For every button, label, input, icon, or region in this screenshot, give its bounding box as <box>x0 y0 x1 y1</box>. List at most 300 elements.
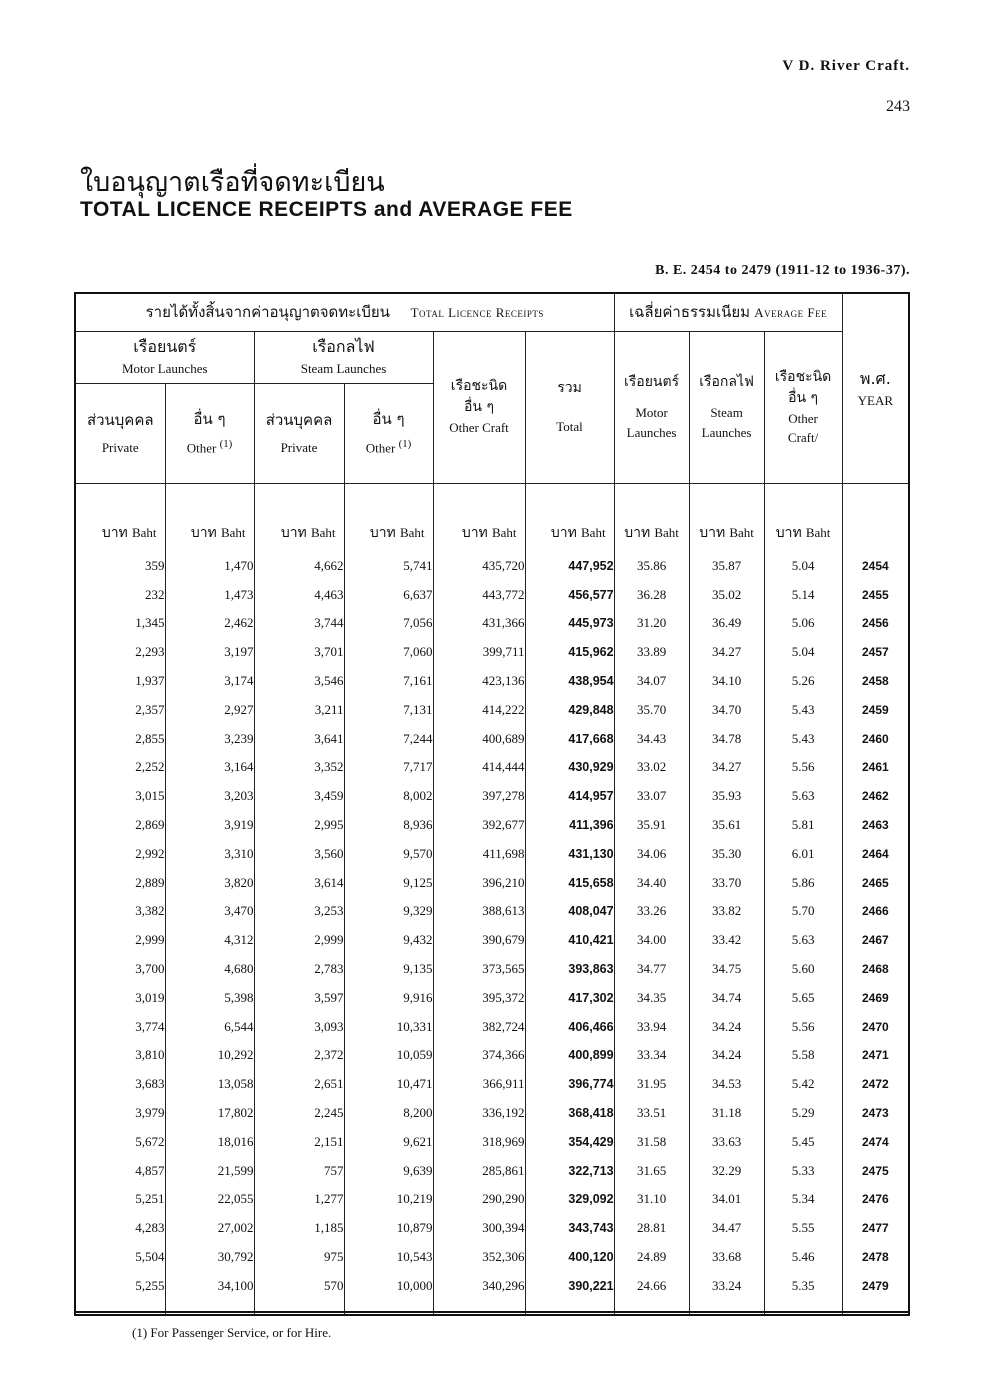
motor-launches-header <box>75 331 254 383</box>
cell-motor-other: 3,310 <box>165 839 254 868</box>
cell-year: 2476 <box>842 1185 909 1214</box>
cell-motor-other: 17,802 <box>165 1099 254 1128</box>
cell-steam-other: 8,936 <box>344 811 433 840</box>
cell-avg-other: 5.63 <box>764 782 842 811</box>
cell-avg-motor: 35.86 <box>614 552 689 581</box>
cell-total: 417,668 <box>525 724 614 753</box>
cell-avg-steam: 34.53 <box>689 1070 764 1099</box>
cell-other-craft: 431,366 <box>433 609 525 638</box>
group-header-total-thai: รายได้ทั้งสิ้นจากค่าอนุญาตจดทะเบียน <box>145 303 390 322</box>
cell-avg-steam: 34.70 <box>689 695 764 724</box>
other-craft-thai-1: เรือชะนิด <box>450 378 508 395</box>
cell-total: 396,774 <box>525 1070 614 1099</box>
cell-other-craft: 300,394 <box>433 1214 525 1243</box>
cell-year: 2465 <box>842 868 909 897</box>
cell-total: 431,130 <box>525 839 614 868</box>
cell-steam-private: 2,651 <box>254 1070 344 1099</box>
cell-avg-other: 5.58 <box>764 1041 842 1070</box>
cell-steam-private: 3,641 <box>254 724 344 753</box>
group-header-avg-en: Average Fee <box>754 305 828 321</box>
cell-steam-private: 975 <box>254 1243 344 1272</box>
cell-other-craft: 400,689 <box>433 724 525 753</box>
cell-steam-other: 7,060 <box>344 638 433 667</box>
cell-avg-other: 5.56 <box>764 1012 842 1041</box>
cell-avg-steam: 34.47 <box>689 1214 764 1243</box>
cell-avg-other: 5.81 <box>764 811 842 840</box>
cell-motor-private: 2,357 <box>135 701 165 717</box>
motor-header-en: Motor Launches <box>121 361 208 377</box>
cell-motor-other: 1,470 <box>165 552 254 581</box>
avg-other-header <box>764 331 842 483</box>
cell-steam-other: 5,741 <box>344 552 433 581</box>
cell-steam-private: 4,463 <box>254 580 344 609</box>
cell-steam-other: 7,161 <box>344 667 433 696</box>
table-row <box>75 1012 909 1041</box>
cell-total: 445,973 <box>525 609 614 638</box>
year-range: B. E. 2454 to 2479 (1911-12 to 1936-37). <box>655 263 910 278</box>
table-row <box>75 753 909 782</box>
unit-label: บาท Baht <box>344 483 433 552</box>
cell-total: 406,466 <box>525 1012 614 1041</box>
cell-avg-motor: 31.58 <box>614 1127 689 1156</box>
cell-avg-steam: 32.29 <box>689 1156 764 1185</box>
cell-avg-steam: 34.24 <box>689 1012 764 1041</box>
cell-steam-other: 9,329 <box>344 897 433 926</box>
cell-other-craft: 414,222 <box>433 695 525 724</box>
table-row <box>75 1185 909 1214</box>
cell-other-craft: 396,210 <box>433 868 525 897</box>
footnote: (1) For Passenger Service, or for Hire. <box>132 1325 332 1340</box>
cell-year: 2458 <box>842 667 909 696</box>
cell-motor-other: 3,164 <box>165 753 254 782</box>
cell-total: 447,952 <box>525 552 614 581</box>
cell-steam-other: 9,621 <box>344 1127 433 1156</box>
cell-avg-steam: 33.42 <box>689 926 764 955</box>
cell-avg-motor: 31.10 <box>614 1185 689 1214</box>
cell-steam-private: 3,352 <box>254 753 344 782</box>
cell-other-craft: 397,278 <box>433 782 525 811</box>
cell-steam-other: 7,131 <box>344 695 433 724</box>
cell-motor-private: 4,283 <box>135 1220 165 1236</box>
cell-motor-private: 5,504 <box>135 1249 165 1265</box>
page-title-thai: ใบอนุญาตเรือที่จดทะเบียน <box>80 167 385 198</box>
avg-other-en-1: Other <box>788 410 818 426</box>
cell-other-craft: 423,136 <box>433 667 525 696</box>
avg-steam-header <box>689 331 764 483</box>
cell-steam-private: 3,546 <box>254 667 344 696</box>
cell-motor-other: 1,473 <box>165 580 254 609</box>
cell-year: 2475 <box>842 1156 909 1185</box>
unit-label-empty <box>842 483 909 552</box>
steam-private-en: Private <box>280 439 318 455</box>
cell-motor-private: 4,857 <box>135 1162 165 1178</box>
cell-total: 438,954 <box>525 667 614 696</box>
avg-steam-en-1: Steam <box>710 405 743 420</box>
cell-avg-motor: 33.26 <box>614 897 689 926</box>
cell-motor-other: 4,680 <box>165 955 254 984</box>
cell-steam-private: 2,999 <box>254 926 344 955</box>
cell-avg-other: 5.04 <box>764 552 842 581</box>
cell-motor-other: 3,820 <box>165 868 254 897</box>
avg-steam-en-2: Launches <box>701 424 752 440</box>
cell-motor-private: 3,700 <box>135 961 165 977</box>
cell-motor-private: 2,855 <box>135 730 165 746</box>
cell-avg-steam: 33.68 <box>689 1243 764 1272</box>
cell-total: 400,120 <box>525 1243 614 1272</box>
motor-private-header <box>75 383 165 483</box>
table-row <box>75 724 909 753</box>
cell-other-craft: 435,720 <box>433 552 525 581</box>
cell-year: 2479 <box>842 1271 909 1300</box>
cell-motor-other: 2,927 <box>165 695 254 724</box>
cell-total: 456,577 <box>525 580 614 609</box>
cell-year: 2456 <box>842 609 909 638</box>
cell-avg-motor: 34.00 <box>614 926 689 955</box>
cell-avg-other: 5.35 <box>764 1271 842 1300</box>
table-row <box>75 1041 909 1070</box>
cell-steam-private: 3,211 <box>254 695 344 724</box>
cell-total: 410,421 <box>525 926 614 955</box>
cell-year: 2474 <box>842 1127 909 1156</box>
cell-avg-other: 6.01 <box>764 839 842 868</box>
cell-steam-other: 10,543 <box>344 1243 433 1272</box>
cell-steam-private: 3,093 <box>254 1012 344 1041</box>
cell-avg-other: 5.46 <box>764 1243 842 1272</box>
cell-total: 417,302 <box>525 983 614 1012</box>
cell-total: 415,658 <box>525 868 614 897</box>
total-header-en: Total <box>556 418 583 434</box>
cell-motor-private: 1,345 <box>135 615 165 631</box>
cell-avg-steam: 34.24 <box>689 1041 764 1070</box>
cell-avg-other: 5.26 <box>764 667 842 696</box>
cell-year: 2464 <box>842 839 909 868</box>
cell-avg-steam: 35.87 <box>689 552 764 581</box>
cell-motor-other: 5,398 <box>165 983 254 1012</box>
table-row <box>75 667 909 696</box>
avg-motor-en-2: Launches <box>626 424 677 440</box>
cell-avg-steam: 31.18 <box>689 1099 764 1128</box>
table-row <box>75 552 909 581</box>
cell-avg-motor: 33.34 <box>614 1041 689 1070</box>
cell-motor-other: 18,016 <box>165 1127 254 1156</box>
cell-avg-steam: 33.24 <box>689 1271 764 1300</box>
cell-avg-other: 5.43 <box>764 695 842 724</box>
table-row <box>75 955 909 984</box>
total-header-thai: รวม <box>557 379 582 396</box>
cell-total: 390,221 <box>525 1271 614 1300</box>
cell-motor-other: 3,919 <box>165 811 254 840</box>
cell-avg-motor: 34.40 <box>614 868 689 897</box>
cell-steam-private: 2,372 <box>254 1041 344 1070</box>
cell-avg-other: 5.34 <box>764 1185 842 1214</box>
cell-avg-other: 5.33 <box>764 1156 842 1185</box>
cell-avg-motor: 33.89 <box>614 638 689 667</box>
cell-other-craft: 390,679 <box>433 926 525 955</box>
table-row <box>75 1243 909 1272</box>
cell-avg-steam: 34.27 <box>689 753 764 782</box>
cell-other-craft: 374,366 <box>433 1041 525 1070</box>
cell-avg-other: 5.06 <box>764 609 842 638</box>
steam-header-thai: เรือกลไฟ <box>312 337 375 357</box>
steam-other-header <box>344 383 433 483</box>
cell-motor-private: 2,889 <box>135 874 165 890</box>
cell-avg-motor: 31.65 <box>614 1156 689 1185</box>
avg-other-en-2: Craft/ <box>787 430 819 445</box>
cell-other-craft: 411,698 <box>433 839 525 868</box>
cell-steam-private: 4,662 <box>254 552 344 581</box>
cell-other-craft: 388,613 <box>433 897 525 926</box>
table-row <box>75 1156 909 1185</box>
cell-other-craft: 392,677 <box>433 811 525 840</box>
table-row <box>75 1214 909 1243</box>
table-row <box>75 1070 909 1099</box>
group-header-average-fee <box>614 293 842 331</box>
cell-year: 2460 <box>842 724 909 753</box>
cell-total: 354,429 <box>525 1127 614 1156</box>
cell-other-craft: 340,296 <box>433 1271 525 1300</box>
cell-motor-private: 2,293 <box>135 644 165 660</box>
cell-avg-motor: 34.06 <box>614 839 689 868</box>
cell-total: 430,929 <box>525 753 614 782</box>
motor-private-thai: ส่วนบุคคล <box>86 411 154 429</box>
cell-year: 2473 <box>842 1099 909 1128</box>
licence-receipts-table <box>74 292 910 1316</box>
cell-year: 2470 <box>842 1012 909 1041</box>
cell-avg-steam: 35.93 <box>689 782 764 811</box>
cell-avg-motor: 33.07 <box>614 782 689 811</box>
motor-other-header <box>165 383 254 483</box>
avg-motor-header <box>614 331 689 483</box>
cell-avg-other: 5.70 <box>764 897 842 926</box>
cell-motor-other: 10,292 <box>165 1041 254 1070</box>
cell-steam-private: 2,995 <box>254 811 344 840</box>
cell-year: 2467 <box>842 926 909 955</box>
cell-motor-private: 232 <box>145 586 165 602</box>
year-header-thai: พ.ศ. <box>859 368 891 388</box>
cell-total: 429,848 <box>525 695 614 724</box>
cell-other-craft: 382,724 <box>433 1012 525 1041</box>
total-header <box>525 331 614 483</box>
page-title: TOTAL LICENCE RECEIPTS and AVERAGE FEE <box>80 198 573 221</box>
cell-total: 415,962 <box>525 638 614 667</box>
steam-private-thai: ส่วนบุคคล <box>265 411 333 429</box>
cell-motor-other: 2,462 <box>165 609 254 638</box>
group-header-total-receipts <box>75 293 614 331</box>
cell-year: 2471 <box>842 1041 909 1070</box>
cell-other-craft: 395,372 <box>433 983 525 1012</box>
cell-avg-steam: 36.49 <box>689 609 764 638</box>
cell-avg-motor: 35.91 <box>614 811 689 840</box>
cell-steam-other: 9,125 <box>344 868 433 897</box>
cell-avg-motor: 35.70 <box>614 695 689 724</box>
year-header <box>842 293 909 483</box>
cell-avg-other: 5.55 <box>764 1214 842 1243</box>
cell-motor-other: 21,599 <box>165 1156 254 1185</box>
table-row <box>75 983 909 1012</box>
motor-other-thai: อื่น ๆ <box>193 409 226 428</box>
cell-total: 322,713 <box>525 1156 614 1185</box>
cell-steam-other: 10,059 <box>344 1041 433 1070</box>
cell-motor-private: 2,999 <box>135 932 165 948</box>
unit-label: บาท Baht <box>689 483 764 552</box>
cell-motor-other: 13,058 <box>165 1070 254 1099</box>
cell-avg-other: 5.65 <box>764 983 842 1012</box>
cell-motor-private: 2,992 <box>135 845 165 861</box>
cell-motor-private: 3,015 <box>135 788 165 804</box>
cell-total: 411,396 <box>525 811 614 840</box>
cell-steam-private: 2,151 <box>254 1127 344 1156</box>
cell-other-craft: 336,192 <box>433 1099 525 1128</box>
avg-other-thai-1: เรือชะนิด <box>774 368 832 385</box>
steam-other-en: Other <box>365 440 396 456</box>
cell-motor-private: 2,869 <box>135 817 165 833</box>
section-tag: V D. River Craft. <box>782 58 910 74</box>
steam-header-en: Steam Launches <box>300 361 387 377</box>
cell-other-craft: 290,290 <box>433 1185 525 1214</box>
cell-avg-motor: 34.43 <box>614 724 689 753</box>
steam-other-note: (1) <box>398 438 412 451</box>
cell-total: 393,863 <box>525 955 614 984</box>
cell-steam-other: 10,879 <box>344 1214 433 1243</box>
cell-avg-steam: 33.70 <box>689 868 764 897</box>
cell-total: 400,899 <box>525 1041 614 1070</box>
cell-steam-other: 7,056 <box>344 609 433 638</box>
cell-steam-other: 7,717 <box>344 753 433 782</box>
cell-avg-other: 5.86 <box>764 868 842 897</box>
steam-private-header <box>254 383 344 483</box>
cell-avg-other: 5.56 <box>764 753 842 782</box>
cell-steam-other: 10,219 <box>344 1185 433 1214</box>
table-row <box>75 868 909 897</box>
cell-steam-other: 10,331 <box>344 1012 433 1041</box>
cell-avg-motor: 33.94 <box>614 1012 689 1041</box>
unit-label: บาท Baht <box>165 483 254 552</box>
motor-other-en: Other <box>186 440 217 456</box>
cell-avg-steam: 35.30 <box>689 839 764 868</box>
avg-motor-thai: เรือยนตร์ <box>624 374 680 390</box>
cell-avg-other: 5.42 <box>764 1070 842 1099</box>
cell-motor-other: 30,792 <box>165 1243 254 1272</box>
cell-avg-steam: 34.10 <box>689 667 764 696</box>
avg-other-thai-2: อื่น ๆ <box>788 389 819 406</box>
cell-motor-private: 5,255 <box>135 1277 165 1293</box>
cell-motor-other: 22,055 <box>165 1185 254 1214</box>
unit-label: บาท Baht <box>101 524 157 541</box>
cell-avg-steam: 33.82 <box>689 897 764 926</box>
cell-other-craft: 443,772 <box>433 580 525 609</box>
avg-steam-thai: เรือกลไฟ <box>699 374 754 390</box>
cell-avg-other: 5.60 <box>764 955 842 984</box>
cell-avg-motor: 33.51 <box>614 1099 689 1128</box>
table-row <box>75 839 909 868</box>
cell-steam-private: 3,459 <box>254 782 344 811</box>
bottom-rule <box>74 1311 910 1313</box>
cell-motor-other: 3,203 <box>165 782 254 811</box>
motor-private-en: Private <box>101 439 139 455</box>
cell-motor-other: 34,100 <box>165 1271 254 1300</box>
cell-avg-motor: 31.95 <box>614 1070 689 1099</box>
cell-motor-private: 3,019 <box>135 989 165 1005</box>
avg-motor-en-1: Motor <box>635 405 668 420</box>
cell-year: 2463 <box>842 811 909 840</box>
unit-label: บาท Baht <box>433 483 525 552</box>
table-row <box>75 782 909 811</box>
unit-label: บาท Baht <box>254 483 344 552</box>
cell-total: 329,092 <box>525 1185 614 1214</box>
cell-total: 343,743 <box>525 1214 614 1243</box>
steam-other-thai: อื่น ๆ <box>372 409 405 428</box>
cell-total: 414,957 <box>525 782 614 811</box>
cell-steam-other: 6,637 <box>344 580 433 609</box>
cell-avg-steam: 34.75 <box>689 955 764 984</box>
cell-motor-private: 3,979 <box>135 1105 165 1121</box>
steam-launches-header <box>254 331 433 383</box>
cell-motor-other: 4,312 <box>165 926 254 955</box>
cell-steam-private: 3,253 <box>254 897 344 926</box>
group-header-total-en: Total Licence Receipts <box>410 305 544 321</box>
cell-steam-other: 9,432 <box>344 926 433 955</box>
cell-motor-private: 5,672 <box>135 1133 165 1149</box>
motor-header-thai: เรือยนตร์ <box>133 337 197 357</box>
cell-total: 368,418 <box>525 1099 614 1128</box>
cell-steam-other: 9,916 <box>344 983 433 1012</box>
cell-other-craft: 414,444 <box>433 753 525 782</box>
cell-motor-private: 3,382 <box>135 903 165 919</box>
cell-year: 2454 <box>842 552 909 581</box>
table-row <box>75 926 909 955</box>
cell-avg-other: 5.45 <box>764 1127 842 1156</box>
cell-year: 2462 <box>842 782 909 811</box>
year-header-en: YEAR <box>857 392 894 408</box>
units-row <box>75 483 909 552</box>
cell-steam-other: 10,000 <box>344 1271 433 1300</box>
table-row <box>75 580 909 609</box>
cell-avg-motor: 33.02 <box>614 753 689 782</box>
cell-avg-steam: 34.74 <box>689 983 764 1012</box>
cell-steam-private: 570 <box>254 1271 344 1300</box>
unit-label: บาท Baht <box>764 483 842 552</box>
cell-year: 2466 <box>842 897 909 926</box>
cell-year: 2457 <box>842 638 909 667</box>
cell-avg-motor: 28.81 <box>614 1214 689 1243</box>
cell-steam-private: 3,597 <box>254 983 344 1012</box>
cell-steam-private: 1,185 <box>254 1214 344 1243</box>
cell-steam-private: 3,560 <box>254 839 344 868</box>
cell-other-craft: 285,861 <box>433 1156 525 1185</box>
cell-steam-private: 2,245 <box>254 1099 344 1128</box>
cell-year: 2468 <box>842 955 909 984</box>
table-row <box>75 1127 909 1156</box>
cell-avg-motor: 36.28 <box>614 580 689 609</box>
cell-year: 2478 <box>842 1243 909 1272</box>
other-craft-en: Other Craft <box>449 420 509 436</box>
cell-motor-other: 3,239 <box>165 724 254 753</box>
cell-steam-private: 757 <box>254 1156 344 1185</box>
cell-avg-steam: 33.63 <box>689 1127 764 1156</box>
cell-steam-private: 3,701 <box>254 638 344 667</box>
cell-avg-steam: 35.61 <box>689 811 764 840</box>
cell-avg-motor: 24.66 <box>614 1271 689 1300</box>
cell-motor-other: 3,197 <box>165 638 254 667</box>
cell-steam-other: 9,639 <box>344 1156 433 1185</box>
cell-motor-other: 6,544 <box>165 1012 254 1041</box>
motor-other-note: (1) <box>219 438 233 451</box>
unit-label: บาท Baht <box>614 483 689 552</box>
table-row <box>75 811 909 840</box>
page-number: 243 <box>886 98 910 115</box>
table-row <box>75 695 909 724</box>
cell-steam-other: 8,002 <box>344 782 433 811</box>
